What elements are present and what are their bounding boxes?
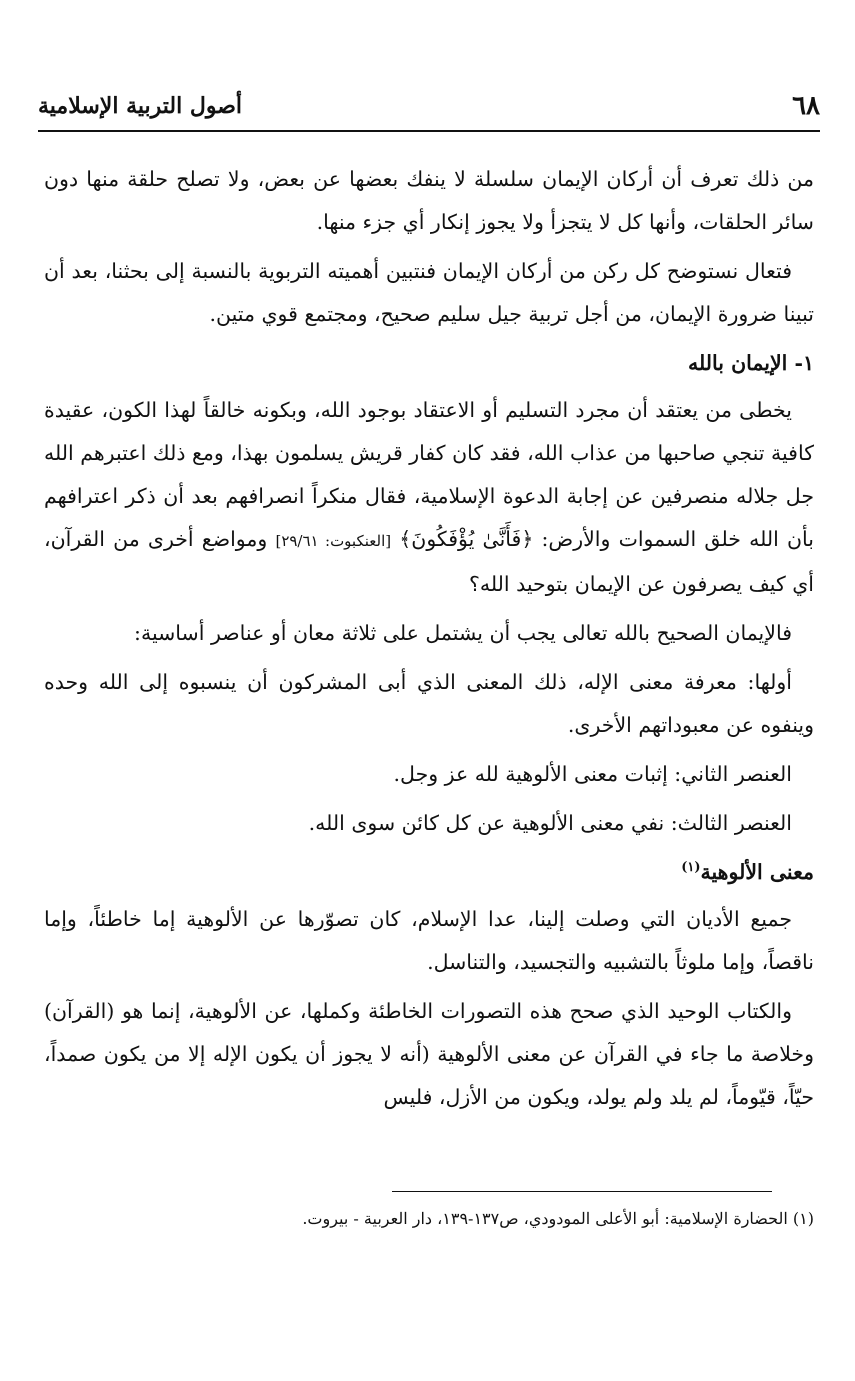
paragraph-3-text-b: ومواضع أخرى من القرآن، أي كيف يصرفون عن الإيمان بتوحيد الله؟	[44, 527, 814, 596]
paragraph-3	[44, 389, 814, 606]
paragraph-5: أولها: معرفة معنى الإله، ذلك المعنى الذي أبى المشركون أن ينسبوه إلى الله وحده وينفوه عن معبوداتهم الأخرى.	[44, 670, 814, 737]
paragraph-8: جميع الأديان التي وصلت إلينا، عدا الإسلام، كان تصوّرها عن الألوهية إما خاطئاً، وإما ناقصاً، وإما ملوثاً بالتشبيه والتجسيد، والتناسل.	[44, 907, 814, 974]
paragraph-4: فالإيمان الصحيح بالله تعالى يجب أن يشتمل على ثلاثة معان أو عناصر أساسية:	[134, 621, 792, 645]
header-rule	[38, 130, 820, 132]
footnote: (١) الحضارة الإسلامية: أبو الأعلى المودودي، ص١٣٧-١٣٩، دار العربية - بيروت.	[302, 1209, 814, 1228]
paragraph-7: العنصر الثالث: نفي معنى الألوهية عن كل كائن سوى الله.	[308, 811, 792, 835]
heading-2-text: معنى الألوهية	[700, 860, 814, 884]
paragraph-9: والكتاب الوحيد الذي صحح هذه التصورات الخاطئة وكملها، عن الألوهية، إنما هو (القرآن) وخلاصة ما جاء في القرآن عن معنى الألوهية (أنه لا يجوز أن يكون الإله إلا من يكون صمداً، حيّاً، قيّوماً، لم يلد ولم يولد، ويكون من الأزل، فليس	[44, 999, 814, 1109]
page-header	[38, 86, 820, 126]
section-heading-faith-in-god: ١- الإيمان بالله	[687, 351, 814, 375]
running-title: أصول التربية الإسلامية	[38, 93, 243, 119]
paragraph-6: العنصر الثاني: إثبات معنى الألوهية لله عز وجل.	[393, 762, 792, 786]
footnote-marker: (١)	[681, 860, 701, 876]
paragraph-3-text-a: يخطى من يعتقد أن مجرد التسليم أو الاعتقاد بوجود الله، وبكونه خالقاً لهذا الكون، عقيدة كافية تنجي صاحبها من عذاب الله، فقد كان كفار قريش يسلمون بهذا، ومع ذلك اعتبرهم الله جل جلاله منصرفين عن إجابة الدعوة الإسلامية، فقال منكراً انصرافهم بعد أن ذكر اعترافهم بأن الله خلق السموات والأرض: ﴿فَأَنَّىٰ يُؤْفَكُونَ﴾	[43, 398, 815, 551]
body-text	[44, 158, 814, 1125]
quran-reference: [العنكبوت: ٢٩/٦١]	[275, 532, 392, 550]
section-heading-meaning-of-divinity	[44, 851, 814, 894]
paragraph-1: من ذلك تعرف أن أركان الإيمان سلسلة لا ينفك بعضها عن بعض، ولا تصلح حلقة منها دون سائر الحلقات، وأنها كل لا يتجزأ ولا يجوز إنكار أي جزء منها.	[44, 167, 814, 234]
footnote-rule	[392, 1191, 772, 1192]
page-number: ٦٨	[792, 91, 820, 121]
paragraph-2: فتعال نستوضح كل ركن من أركان الإيمان فنتبين أهميته التربوية بالنسبة إلى بحثنا، بعد أن تبينا ضرورة الإيمان، من أجل تربية جيل سليم صحيح، ومجتمع قوي متين.	[44, 259, 814, 326]
